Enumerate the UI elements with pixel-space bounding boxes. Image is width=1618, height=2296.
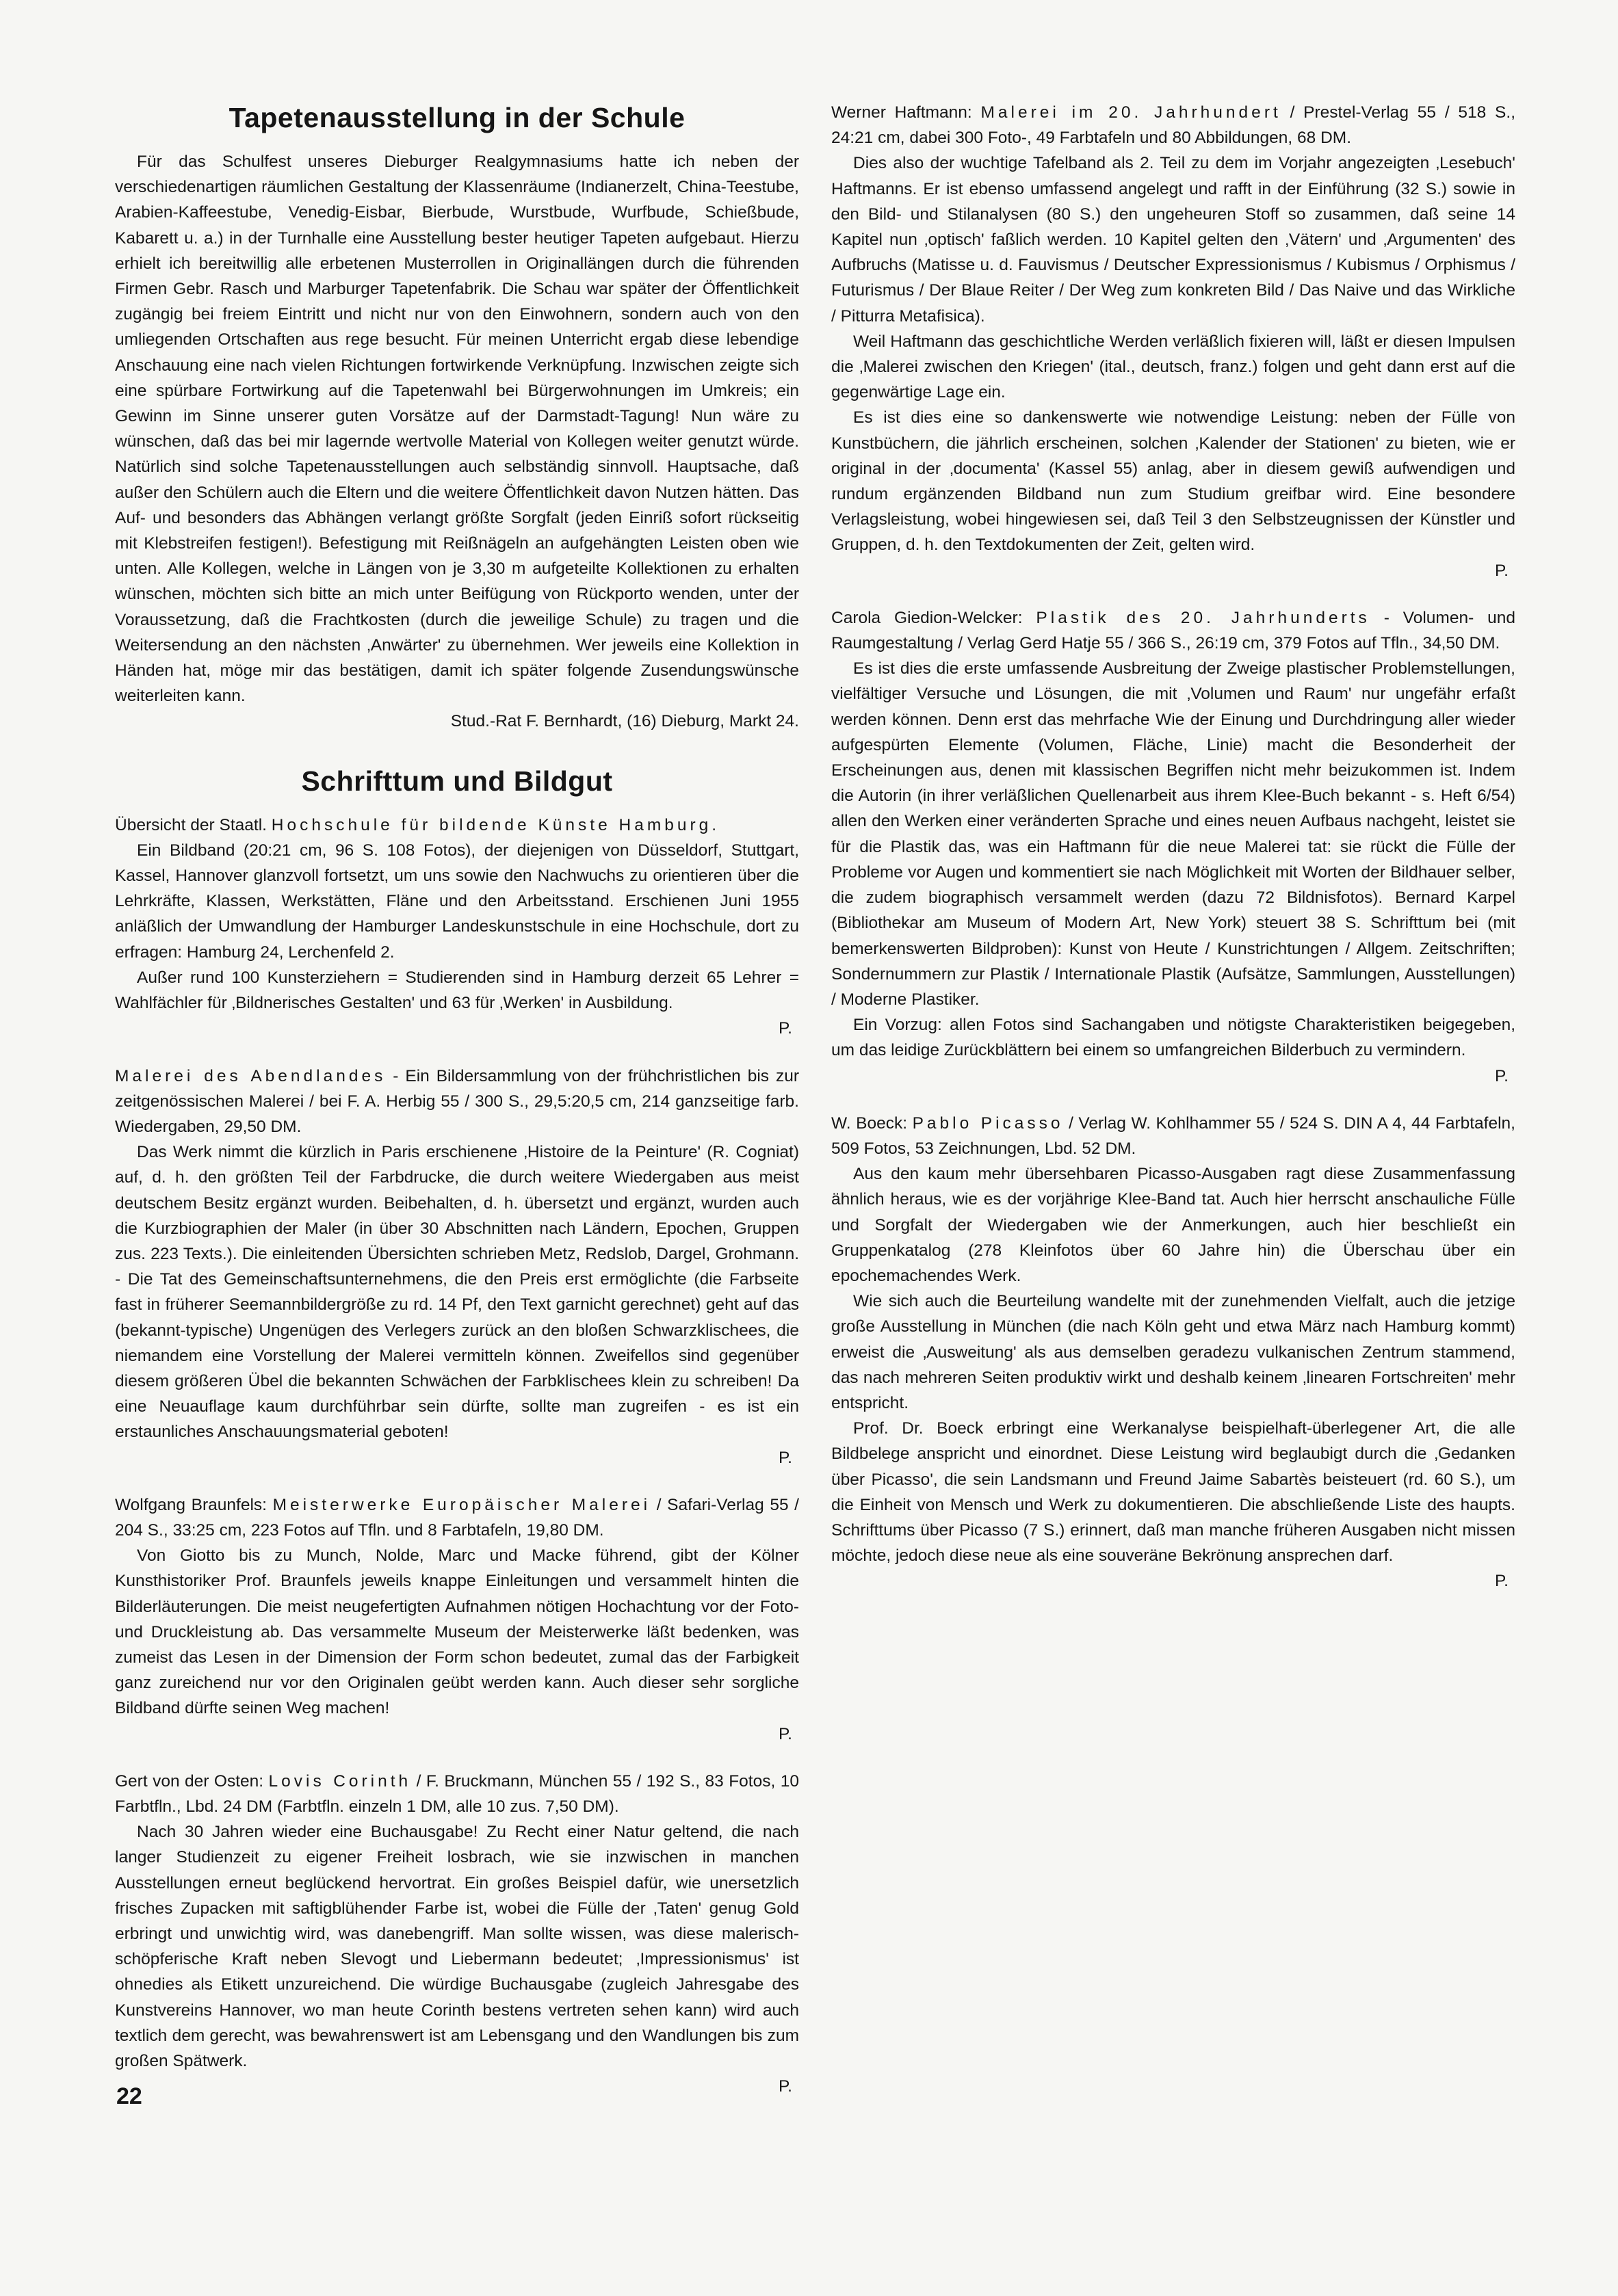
review-initial: P. [1495,1066,1509,1085]
review-paragraph: Dies also der wuchtige Tafelband als 2. Teil zu dem im Vorjahr angezeigten ‚Lesebuch' Haftmanns. Er ist ebenso umfassend angelegt und rafft in der Einführung (32 S.) sowie in den Bild- und Stilanalysen (80 S.) den ungeheuren Stoff so zusammen, daß seine 14 Kapitel nun ‚optisch' faßlich werden. 10 Kapitel gelten den ‚Vätern' und ‚Argumenten' des Aufbruchs (Matisse u. d. Fauvismus / Deutscher Expressionismus / Kubismus / Orphismus / Futurismus / Der Blaue Reiter / Der Weg zum konkreten Bild / Das Naive und das Wirkliche / Pitturra Metafisica). [831,154,1515,326]
section-title-schrifttum: Schrifttum und Bildgut [301,765,613,797]
review-heading: Gert von der Osten: Lovis Corinth / F. Bruckmann, München 55 / 192 S., 83 Fotos, 10 Farbtfln., Lbd. 24 DM (Farbtfln. einzeln 1 DM, alle 10 zus. 7,50 DM). [115,1771,799,1816]
review-initial: P. [779,1724,792,1743]
page-number: 22 [116,2083,142,2109]
review-paragraph: Ein Bildband (20:21 cm, 96 S. 108 Fotos), der diejenigen von Düsseldorf, Stuttgart, Kassel, Hannover glanzvoll fortsetzt, um uns sowie den Nachwuchs zu orientieren über die Lehrkräfte, Klassen, Werkstätten, Fläne und den Arbeitsstand. Erschienen Juni 1955 anläßlich der Umwandlung der Hamburger Landeskunstschule in eine Hochschule, dort zu erfragen: Hamburg 24, Lerchenfeld 2. [115,841,799,962]
review-hochschule-hamburg [115,813,799,1042]
review-initial: P. [779,1448,792,1467]
review-initial: P. [1495,561,1509,580]
review-initial: P. [779,2077,792,2096]
review-paragraph: Außer rund 100 Kunsterziehern = Studierenden sind in Hamburg derzeit 65 Lehrer = Wahlfächler für ‚Bildnerisches Gestalten' und 63 für ‚Werken' in Ausbildung. [115,968,799,1013]
review-paragraph: Prof. Dr. Boeck erbringt eine Werkanalyse beispielhaft-überlegener Art, die alle Bildbelege anspricht und einordnet. Diese Leistung wird beglaubigt durch die ‚Gedanken über Picasso', die sein Landsmann und Freund Jaime Sabartès beisteuert (rd. 60 S.), um die Einheit von Mensch und Werk zu dokumentieren. Die abschließende Liste des haupts. Schrifttums über Picasso (7 S.) erinnert, daß man manche früheren Ausgaben nicht missen möchte, jedoch diese neue als eine souveräne Bekrönung ansprechen darf. [831,1419,1515,1566]
author-signature: Stud.-Rat F. Bernhardt, (16) Dieburg, Markt 24. [450,712,799,731]
review-malerei-abendlandes [115,1064,799,1470]
review-heading: Werner Haftmann: Malerei im 20. Jahrhundert / Prestel-Verlag 55 / 518 S., 24:21 cm, dabei 300 Foto-, 49 Farbtafeln und 80 Abbildungen, 68 DM. [831,103,1515,148]
review-heading: Wolfgang Braunfels: Meisterwerke Europäischer Malerei / Safari-Verlag 55 / 204 S., 33:25 cm, 223 Fotos auf Tfln. und 8 Farbtafeln, 19,80 DM. [115,1495,799,1540]
review-paragraph: Von Giotto bis zu Munch, Nolde, Marc und Macke führend, gibt der Kölner Kunsthistoriker Prof. Braunfels jeweils knappe Einleitungen und versammelt hinten die Bilderläuterungen. Die meist neugefertigten Aufnahmen nötigen Hochachtung vor der Foto- und Druckleistung ab. Das versammelte Museum der Meisterwerke läßt bedenken, was zumeist das Lesen in der Dimension der Form schon bedeutet, zumal das der Farbigkeit ganz zureichend nur vor den Originalen geübt werden kann. Auch dieser sehr sorgliche Bildband dürfte seinen Weg machen! [115,1546,799,1718]
article-title-tapetenausstellung: Tapetenausstellung in der Schule [229,102,686,133]
review-heading: Übersicht der Staatl. Hochschule für bildende Künste Hamburg. [115,815,720,834]
review-paragraph: Ein Vorzug: allen Fotos sind Sachangaben und nötigste Charakteristiken beigegeben, um das leidige Zurückblättern bei einem so umfangreichen Bilderbuch zu vermindern. [831,1016,1515,1060]
review-paragraph: Das Werk nimmt die kürzlich in Paris erschienene ‚Histoire de la Peinture' (R. Cogniat) auf, d. h. den größten Teil der Farbdrucke, die durch weitere Wiedergaben aus meist deutschem Besitz ergänzt wurden. Beibehalten, d. h. übersetzt und ergänzt, wurden auch die Kurzbiographien der Maler (in über 30 Abschnitten nach Ländern, Epochen, Gruppen zus. 223 Texts.). Die einleitenden Übersichten schrieben Metz, Redslob, Dargel, Grohmann. - Die Tat des Gemeinschaftsunternehmens, die den Preis erst ermöglichte (die Farbseite fast in früherer Seemannbildergröße zu rd. 14 Pf, den Text garnicht gerechnet) geht auf das (bekannt-typische) Ungenügen des Verlegers zurück an den bloßen Schwarzklischees, die niemandem eine Vorstellung der Malerei vermitteln können. Zweifellos sind gegenüber diesem größeren Übel die bekannten Schwächen der Farbklischees klein zu schreiben! Da eine Neuauflage kaum durchführbar sein dürfte, sollte man zugreifen - es ist ein erstaunliches Anschauungsmaterial geboten! [115,1143,799,1442]
review-braunfels [115,1492,799,1747]
review-heading: Carola Giedion-Welcker: Plastik des 20. Jahrhunderts - Volumen- und Raumgestaltung / Verlag Gerd Hatje 55 / 366 S., 26:19 cm, 379 Fotos auf Tfln., 34,50 DM. [831,608,1515,653]
review-paragraph: Aus den kaum mehr übersehbaren Picasso-Ausgaben ragt diese Zusammenfassung ähnlich heraus, wie es der vorjährige Klee-Band tat. Auch hier herrscht anschauliche Fülle und Sorgfalt der Wiedergaben wie der Anmerkungen, auch hier beschließt ein Gruppenkatalog (278 Kleinfotos über 60 Jahre hin) die Überschau über ein epochemachendes Werk. [831,1165,1515,1285]
review-boeck-picasso [831,1111,1515,1594]
right-column [831,100,1515,1594]
article-body: Für das Schulfest unseres Dieburger Realgymnasiums hatte ich neben der verschiedenartigen räumlichen Gestaltung der Klassenräume (Indianerzelt, China-Teestube, Arabien-Kaffeestube, Venedig-Eisbar, Bierbude, Wurstbude, Wurfbude, Schießbude, Kabarett u. a.) in der Turnhalle eine Ausstellung bester heutiger Tapeten aufgebaut. Hierzu erhielt ich bereitwillig alle erbetenen Musterrollen in Originallängen durch die führenden Firmen Gebr. Rasch und Marburger Tapetenfabrik. Die Schau war später der Öffentlichkeit zugängig bei freiem Eintritt und nicht nur von den Einwohnern, sondern auch von den umliegenden Ortschaften aus rege besucht. Für meinen Unterricht ergab diese lebendige Anschauung eine nach vielen Richtungen fortwirkende Verknüpfung. Inzwischen zeigte sich eine spürbare Fortwirkung auf die Tapetenwahl bei Bürgerwohnungen im Umkreis; ein Gewinn im Sinne unserer guten Vorsätze auf der Darmstadt-Tagung! Nun wäre zu wünschen, daß das bei mir lagernde wertvolle Material von Kollegen weiter genutzt würde. Natürlich sind solche Tapetenausstellungen auch selbständig sinnvoll. Hauptsache, daß außer den Schülern auch die Eltern und die weitere Öffentlichkeit davon Nutzen hätten. Das Auf- und besonders das Abhängen verlangt größte Sorgfalt (jeden Einriß sofort rückseitig mit Klebstreifen festigen!). Befestigung mit Reißnägeln an aufgehängten Leisten oben wie unten. Alle Kollegen, welche in Längen von je 3,30 m aufgeteilte Kollektionen zu erhalten wünschen, möchten sich bitte an mich unter Beifügung von Rückporto wenden, unter der Voraussetzung, daß die Frachtkosten (durch die jeweilige Schule) zu tragen und die Weitersendung an den nächsten ‚Anwärter' zu übernehmen. Wer jeweils eine Kollektion in Händen hat, möge mir das bestätigen, damit ich später folgende Zusendungswünsche weiterleiten kann. [115,153,799,706]
review-paragraph: Weil Haftmann das geschichtliche Werden verläßlich fixieren will, läßt er diesen Impulsen die ‚Malerei zwischen den Kriegen' (ital., deutsch, franz.) folgen und geht dann erst auf die gegenwärtige Lage ein. [831,332,1515,402]
review-initial: P. [1495,1572,1509,1591]
review-giedion-welcker [831,605,1515,1089]
review-paragraph: Es ist dies die erste umfassende Ausbreitung der Zweige plastischer Problemstellungen, vielfältiger Versuche und Lösungen, die mit ‚Volumen und Raum' nur ungefähr erfaßt werden können. Denn erst das mehrfache Wie der Einung und Durchdringung aller wieder aufgespürten Elemente (Volumen, Fläche, Linie) macht die Besonderheit der Erscheinungen aus, denen mit klassischen Begriffen nicht mehr beizukommen ist. Indem die Autorin (in ihrer verläßlichen Quellenarbeit aus ihrem Klee-Buch bekannt - s. Heft 6/54) allen den Werken einer veränderten Sprache und eines neuen Aufbaus nachgeht, leistet sie für die Plastik das, was ein Haftmann für die neue Malerei tat: sie rückt die Fülle der Probleme vor Augen und kommentiert sie nach Möglichkeit mit Worten der Bildhauer selber, die zudem biographisch versammelt werden (dazu 72 Bildnisfotos). Bernard Karpel (Bibliothekar am Museum of Modern Art, New York) steuert 38 S. Schrifttum bei (mit bemerkenswerten Bildproben): Kunst von Heute / Kunstrichtungen / Allgem. Zeitschriften; Sondernummern zur Plastik / Internationale Plastik (Aufsätze, Sammlungen, Ausstellungen) / Moderne Plastiker. [831,659,1515,1009]
review-haftmann [831,100,1515,583]
review-initial: P. [779,1019,792,1038]
review-paragraph: Nach 30 Jahren wieder eine Buchausgabe! Zu Recht einer Natur geltend, die nach langer Studienzeit zu eigener Freiheit losbrach, wie sie inzwischen in manchen Ausstellungen erneut beglückend hervortrat. Ein großes Beispiel dafür, wie unersetzlich frisches Zupacken mit saftigblühender Farbe ist, wobei die Fülle der ‚Taten' genug Gold erbringt und unwichtig wird, was danebengriff. Man sollte wissen, was diese malerisch-schöpferische Kraft neben Slevogt und Liebermann bedeutet; ‚Impressionismus' ist ohnedies als Etikett unzureichend. Die würdige Buchausgabe (zugleich Jahresgabe des Kunstvereins Hannover, wo man heute Corinth bestens vertreten sehen kann) wird auch textlich dem gerecht, was bewahrenswert ist am Lebensgang und den Wandlungen bis zum großen Spätwerk. [115,1823,799,2071]
review-corinth [115,1769,799,2100]
review-paragraph: Wie sich auch die Beurteilung wandelte mit der zunehmenden Vielfalt, auch die jetzige große Ausstellung in München (die nach Köln geht und etwa März nach Hamburg kommt) erweist die ‚Ausweitung' als aus demselben geradezu vulkanischen Zentrum stammend, das nach mehreren Seiten produktiv wirkt und deshalb keinem ‚linearen Fortschreiten' mehr entspricht. [831,1292,1515,1412]
left-column [115,94,799,2099]
review-heading: Malerei des Abendlandes - Ein Bildersammlung von der frühchristlichen bis zur zeitgenössischen Malerei / bei F. A. Herbig 55 / 300 S., 29,5:20,5 cm, 214 ganzseitige farb. Wiedergaben, 29,50 DM. [115,1066,799,1136]
review-heading: W. Boeck: Pablo Picasso / Verlag W. Kohlhammer 55 / 524 S. DIN A 4, 44 Farbtafeln, 509 Fotos, 53 Zeichnungen, Lbd. 52 DM. [831,1113,1515,1158]
review-paragraph: Es ist dies eine so dankenswerte wie notwendige Leistung: neben der Fülle von Kunstbüchern, die jährlich erscheinen, solchen ‚Kalender der Stationen' zu bieten, wie er original in der ‚documenta' (Kassel 55) anlag, aber in diesem gewiß aufwendigen und rundum ergänzenden Bildband nun zum Studium greifbar wird. Eine besondere Verlagsleistung, wobei hingewiesen sei, daß Teil 3 den Selbstzeugnissen der Künstler und Gruppen, d. h. den Textdokumenten der Zeit, gelten wird. [831,408,1515,555]
